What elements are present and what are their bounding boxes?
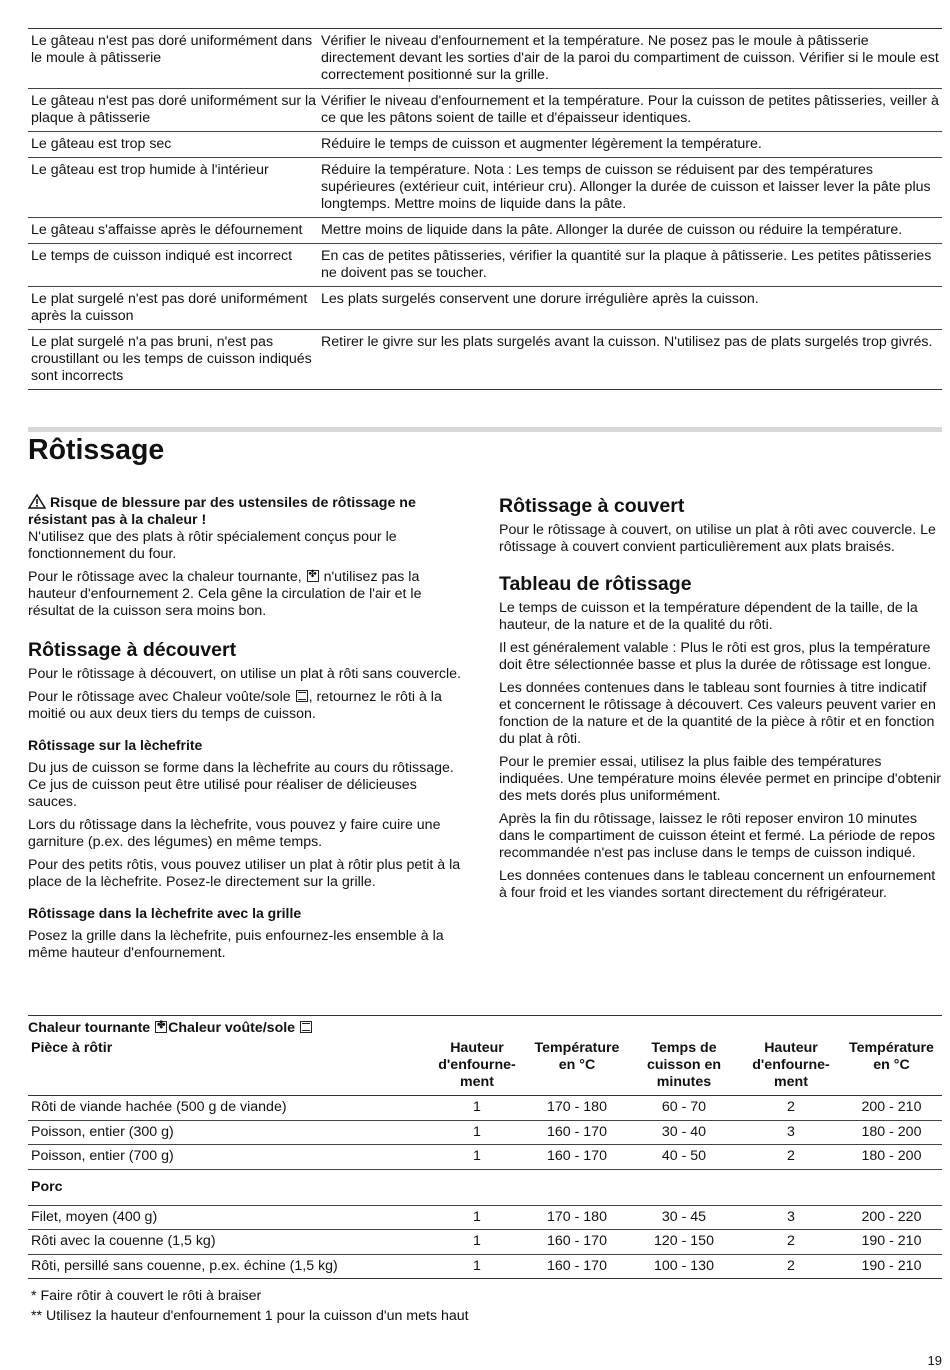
cell: Rôti de viande hachée (500 g de viande) xyxy=(31,1099,287,1116)
roasting-table xyxy=(28,1015,942,1279)
problem-cell: Le gâteau n'est pas doré uniformément dans le moule à pâtisserie xyxy=(31,33,313,66)
troubleshooting-table xyxy=(28,28,942,390)
paragraph: Pour le rôtissage à couvert, on utilise un plat à rôti avec couvercle. Le rôtissage à couvert convient particulièrement aux plats braisés. xyxy=(499,522,936,555)
table-row xyxy=(28,89,942,132)
paragraph: Pour des petits rôtis, vous pouvez utiliser un plat à rôtir plus petit à la place de la lèchefrite. Posez-le directement sur la grille. xyxy=(28,857,461,890)
solution-cell: Réduire le temps de cuisson et augmenter légèrement la température. xyxy=(321,136,762,152)
column-header: Pièce à rôtir xyxy=(31,1040,113,1056)
problem-cell: Le gâteau n'est pas doré uniformément sur la plaque à pâtisserie xyxy=(31,93,317,126)
cell: 160 - 170 xyxy=(547,1148,607,1165)
warning-icon xyxy=(28,494,46,509)
paragraph: Du jus de cuisson se forme dans la lèchefrite au cours du rôtissage. Ce jus de cuisson peut être utilisé pour réaliser de délicieuses sauces. xyxy=(28,760,454,810)
cell: 2 xyxy=(787,1148,795,1165)
fan-note-text: Pour le rôtissage avec la chaleur tournante, xyxy=(28,569,302,585)
cell: 1 xyxy=(473,1148,481,1165)
problem-cell: Le plat surgelé n'a pas bruni, n'est pas croustillant ou les temps de cuisson indiqués sont incorrects xyxy=(31,334,312,384)
table-row xyxy=(28,287,942,330)
problem-cell: Le gâteau est trop humide à l'intérieur xyxy=(31,162,269,178)
paragraph: Après la fin du rôtissage, laissez le rôti reposer environ 10 minutes dans le compartiment de cuisson éteint et fermé. La période de repos recommandée n'est pas incluse dans le temps de cuisson indiqué. xyxy=(499,811,936,861)
paragraph: Pour le rôtissage à découvert, on utilise un plat à rôti sans couvercle. xyxy=(28,666,461,682)
cell: 2 xyxy=(787,1099,795,1116)
cell: 170 - 180 xyxy=(547,1099,607,1116)
top-bottom-heat-icon xyxy=(296,690,308,702)
table-row xyxy=(28,1096,942,1121)
paragraph: Le temps de cuisson et la température dépendent de la taille, de la hauteur, de la nature et de la qualité du rôti. xyxy=(499,600,918,633)
right-column xyxy=(499,494,941,908)
cell: 100 - 130 xyxy=(654,1257,714,1274)
fan-icon xyxy=(155,1021,167,1033)
solution-cell: Mettre moins de liquide dans la pâte. Allonger la durée de cuisson ou réduire la température. xyxy=(321,222,903,238)
warning-block xyxy=(28,494,468,529)
column-header-row xyxy=(28,1040,942,1096)
table-row xyxy=(28,1255,942,1280)
problem-cell: Le temps de cuisson indiqué est incorrect xyxy=(31,248,293,264)
paragraph: Les données contenues dans le tableau concernent un enfournement à four froid et les viandes sortant directement du réfrigérateur. xyxy=(499,868,936,901)
cell: 1 xyxy=(473,1257,481,1274)
voute-note xyxy=(28,689,468,723)
page-number: 19 xyxy=(927,1353,942,1368)
problem-cell: Le plat surgelé n'est pas doré uniformément après la cuisson xyxy=(31,291,308,324)
group-fan-label: Chaleur tournante xyxy=(28,1019,151,1036)
table-row xyxy=(28,218,942,244)
cell: 3 xyxy=(787,1208,795,1225)
cell: 30 - 45 xyxy=(661,1208,707,1225)
heading-grille: Rôtissage dans la lèchefrite avec la grille xyxy=(28,905,302,921)
cell: 190 - 210 xyxy=(861,1233,922,1250)
cell: 60 - 70 xyxy=(661,1099,707,1116)
solution-cell: Vérifier le niveau d'enfournement et la température. Ne posez pas le moule à pâtisserie directement devant les sorties d'air de la paroi du compartiment de cuisson. Vérifier si le moule est correctement positionné sur la grille. xyxy=(321,33,939,83)
cell: 160 - 170 xyxy=(547,1123,607,1140)
cell: 190 - 210 xyxy=(861,1257,922,1274)
cell: 1 xyxy=(473,1123,481,1140)
paragraph: Il est généralement valable : Plus le rôti est gros, plus la température doit être sélectionnée basse et plus la durée de rôtissage est longue. xyxy=(499,640,932,673)
column-header: Hauteur d'enfourne-ment xyxy=(752,1040,830,1090)
cell: 3 xyxy=(787,1123,795,1140)
voute-note-text: , retournez le rôti à la moitié ou aux deux tiers du temps de cuisson. xyxy=(28,689,442,722)
cell: 2 xyxy=(787,1257,795,1274)
fan-note-text: n'utilisez pas la hauteur d'enfournement 2. Cela gêne la circulation de l'air et le résultat de la cuisson sera moins bon. xyxy=(28,569,422,619)
column-header: Hauteur d'enfourne-ment xyxy=(438,1040,516,1090)
left-column xyxy=(28,494,468,968)
group-voute-label: Chaleur voûte/sole xyxy=(168,1019,296,1036)
table-row xyxy=(28,1206,942,1231)
table-row xyxy=(28,330,942,390)
group-header-row xyxy=(28,1016,942,1040)
table-row xyxy=(28,29,942,89)
top-bottom-heat-icon xyxy=(300,1021,312,1033)
table-row xyxy=(28,1230,942,1255)
footnote: ** Utilisez la hauteur d'enfournement 1 pour la cuisson d'un mets haut xyxy=(31,1308,469,1324)
cell: 1 xyxy=(473,1099,481,1116)
cell: 180 - 200 xyxy=(861,1148,922,1165)
cell: Poisson, entier (700 g) xyxy=(31,1148,174,1165)
solution-cell: Les plats surgelés conservent une dorure irrégulière après la cuisson. xyxy=(321,291,759,307)
problem-cell: Le gâteau s'affaisse après le défournement xyxy=(31,222,303,238)
table-row xyxy=(28,244,942,287)
category-row: Porc xyxy=(28,1170,942,1206)
paragraph: Lors du rôtissage dans la lèchefrite, vous pouvez y faire cuire une garniture (p.ex. des légumes) en même temps. xyxy=(28,817,441,850)
paragraph: Pour le premier essai, utilisez la plus faible des températures indiquées. Une température moins élevée permet en principe d'obtenir des mets dorés plus uniformément. xyxy=(499,754,941,804)
solution-cell: Réduire la température. Nota : Les temps de cuisson se réduisent par des températures supérieures (extérieur cuit, intérieur cru). Allonger la durée de cuisson et laisser lever la pâte plus longtemps. Mettre moins de liquide dans la pâte. xyxy=(321,162,931,212)
fan-note xyxy=(28,569,468,620)
section-divider xyxy=(28,427,942,432)
cell: 180 - 200 xyxy=(861,1123,922,1140)
voute-note-text: Pour le rôtissage avec Chaleur voûte/sole xyxy=(28,689,291,705)
solution-cell: Vérifier le niveau d'enfournement et la température. Pour la cuisson de petites pâtisseries, veiller à ce que les pâtons soient de taille et d'épaisseur identiques. xyxy=(321,93,939,126)
cell: Poisson, entier (300 g) xyxy=(31,1123,174,1140)
cell: Filet, moyen (400 g) xyxy=(31,1208,158,1225)
cell: 30 - 40 xyxy=(661,1123,707,1140)
solution-cell: En cas de petites pâtisseries, vérifier la quantité sur la plaque à pâtisserie. Les petites pâtisseries ne doivent pas se toucher. xyxy=(321,248,932,281)
table-row xyxy=(28,132,942,158)
heading-decouvert: Rôtissage à découvert xyxy=(28,639,237,661)
solution-cell: Retirer le givre sur les plats surgelés avant la cuisson. N'utilisez pas de plats surgelés trop givrés. xyxy=(321,334,933,350)
footnote: * Faire rôtir à couvert le rôti à braiser xyxy=(31,1288,262,1304)
table-row xyxy=(28,1121,942,1146)
table-row xyxy=(28,158,942,218)
group-fan xyxy=(28,1020,168,1037)
cell: 200 - 220 xyxy=(861,1208,922,1225)
heading-tableau: Tableau de rôtissage xyxy=(499,573,692,595)
fan-icon xyxy=(307,570,319,582)
heading-couvert: Rôtissage à couvert xyxy=(499,495,685,517)
paragraph: Posez la grille dans la lèchefrite, puis enfournez-les ensemble à la même hauteur d'enfournement. xyxy=(28,928,444,961)
cell: 120 - 150 xyxy=(654,1233,714,1250)
cell: 1 xyxy=(473,1233,481,1250)
cell: 160 - 170 xyxy=(547,1257,607,1274)
warning-text: N'utilisez que des plats à rôtir spécialement conçus pour le fonctionnement du four. xyxy=(28,529,397,562)
column-header: Température en °C xyxy=(534,1040,620,1073)
cell: 160 - 170 xyxy=(547,1233,607,1250)
cell: Rôti avec la couenne (1,5 kg) xyxy=(31,1233,216,1250)
warning-title: Risque de blessure par des ustensiles de rôtissage ne résistant pas à la chaleur ! xyxy=(28,495,416,528)
section-title: Rôtissage xyxy=(28,434,165,466)
group-voute xyxy=(168,1020,313,1037)
paragraph: Les données contenues dans le tableau sont fournies à titre indicatif et concernent le rôtissage à découvert. Ces valeurs peuvent varier en fonction de la nature et de la quantité de la pièce à rôtir et en fonction du plat à rôti. xyxy=(499,680,936,747)
cell: 1 xyxy=(473,1208,481,1225)
column-header: Température en °C xyxy=(849,1040,934,1073)
table-row xyxy=(28,1145,942,1170)
column-header: Temps de cuisson en minutes xyxy=(646,1040,722,1090)
cell: 170 - 180 xyxy=(547,1208,607,1225)
problem-cell: Le gâteau est trop sec xyxy=(31,136,172,152)
cell: Rôti, persillé sans couenne, p.ex. échine (1,5 kg) xyxy=(31,1257,338,1274)
cell: 40 - 50 xyxy=(661,1148,707,1165)
cell: 200 - 210 xyxy=(861,1099,922,1116)
cell: 2 xyxy=(787,1233,795,1250)
heading-lechefrite: Rôtissage sur la lèchefrite xyxy=(28,737,203,753)
